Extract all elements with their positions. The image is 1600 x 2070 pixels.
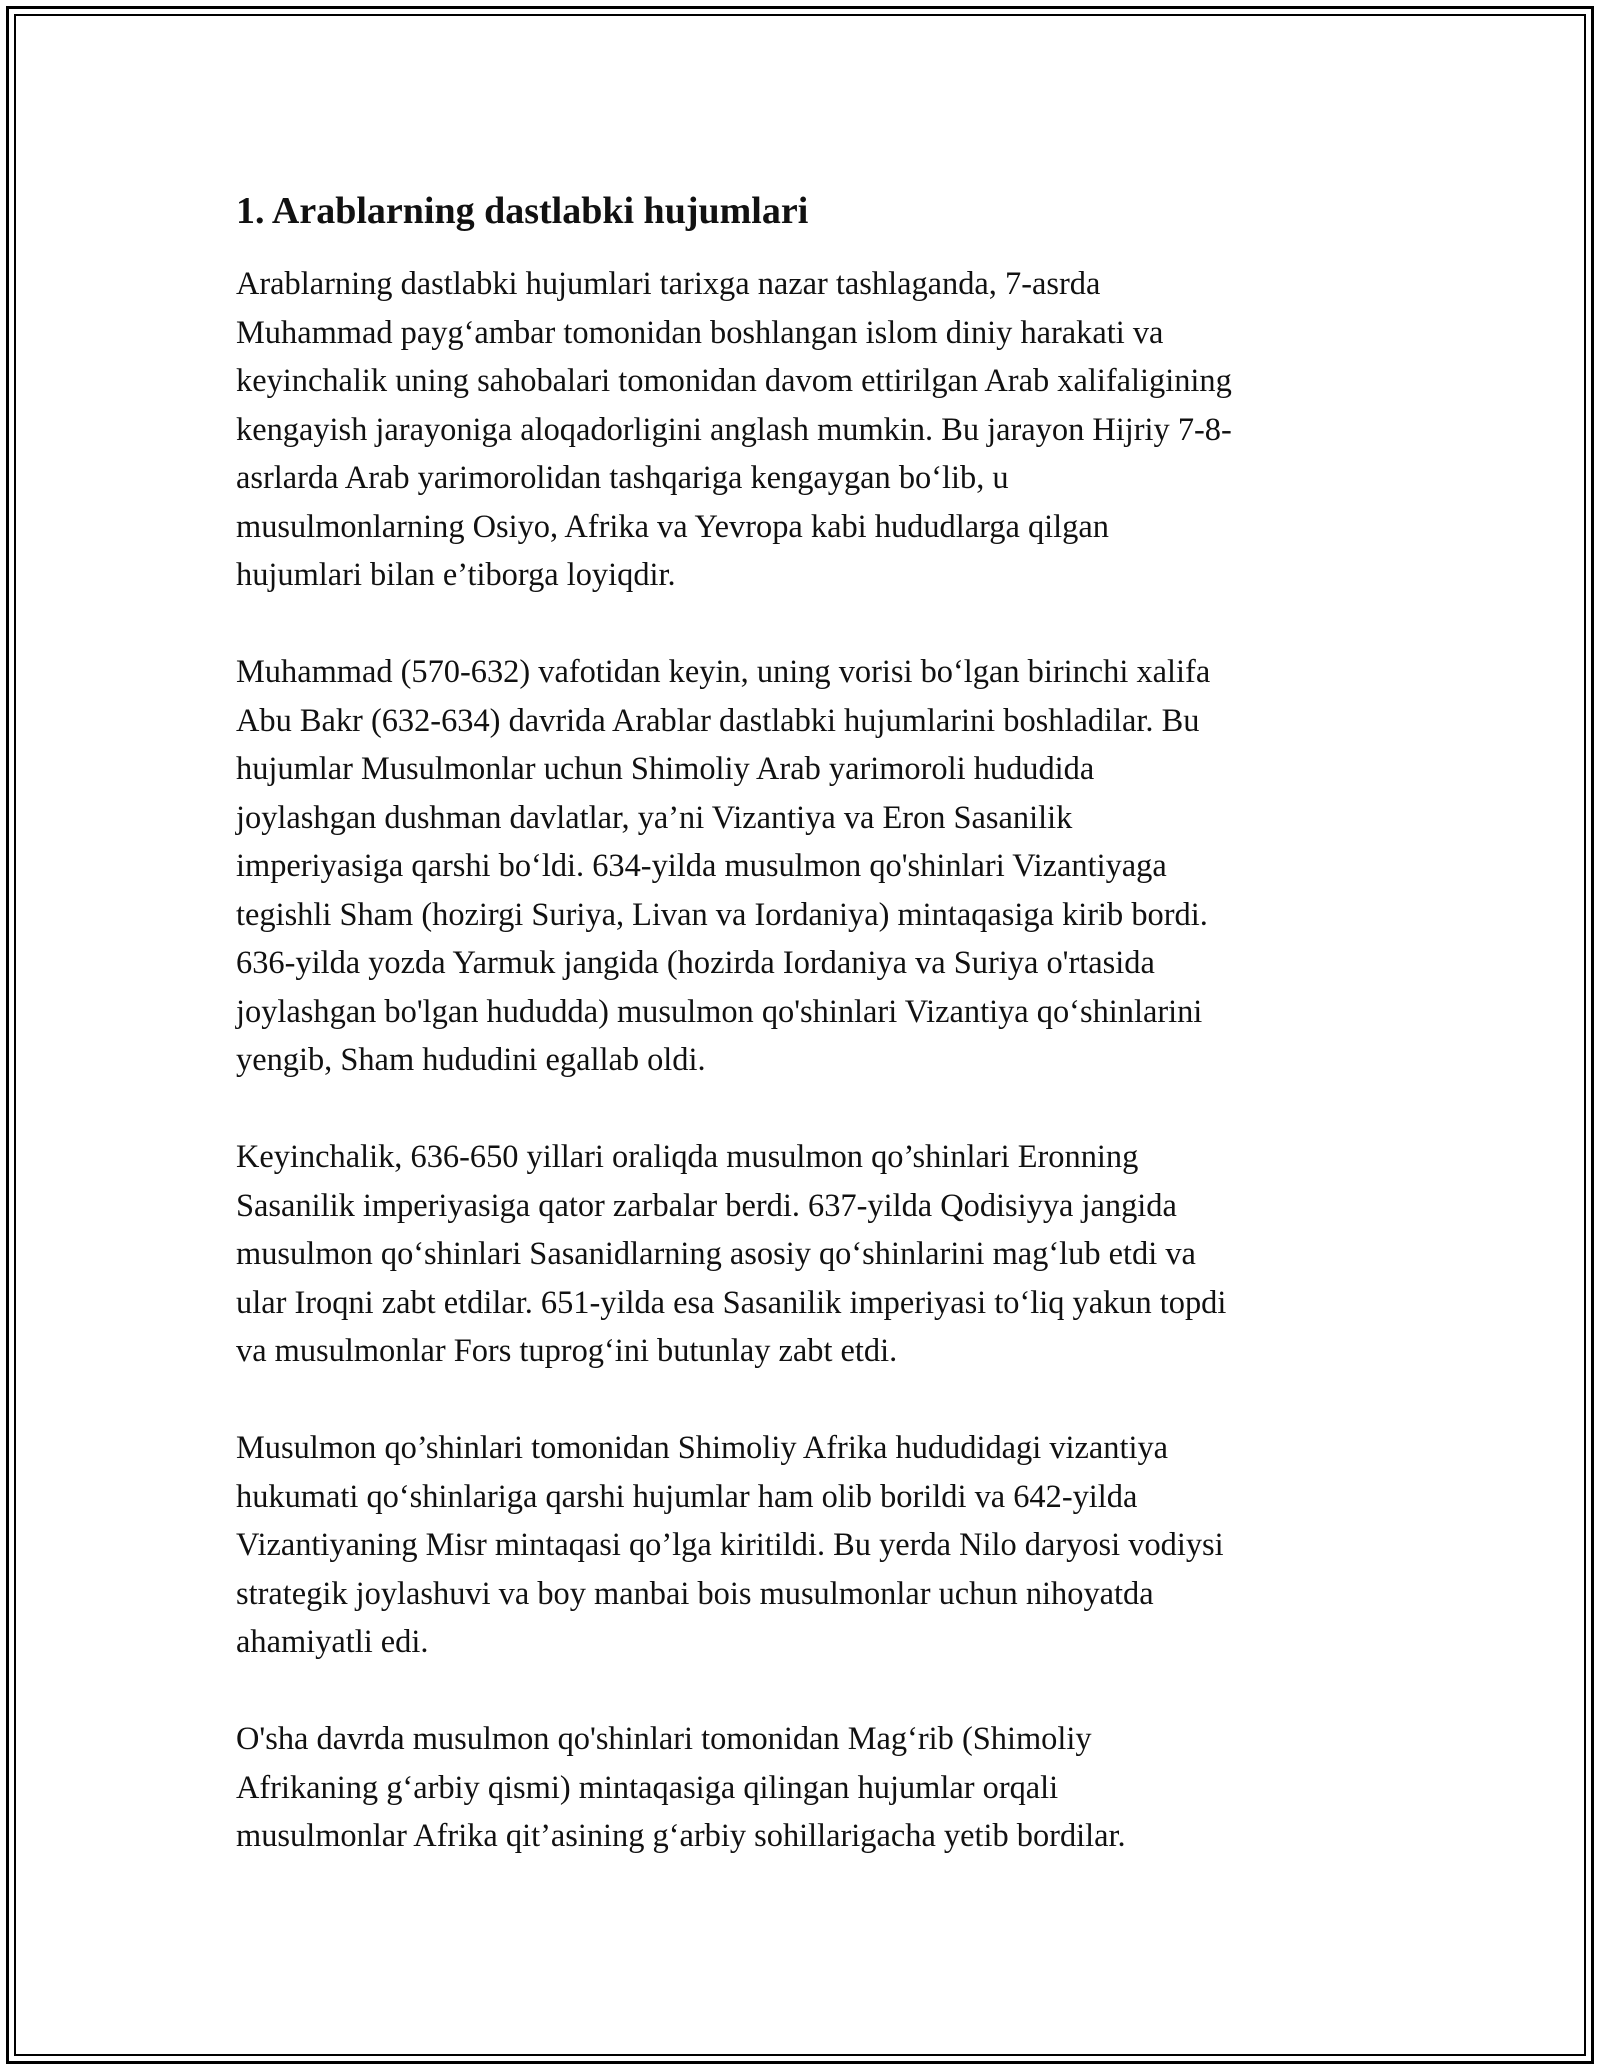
text-line: Afrikaning g‘arbiy qismi) mintaqasiga qilingan hujumlar orqali: [236, 1769, 1059, 1806]
text-line: musulmon qo‘shinlari Sasanidlarning asosiy qo‘shinlarini mag‘lub etdi va: [236, 1236, 1196, 1272]
text-line: hukumati qo‘shinlariga qarshi hujumlar ham olib borildi va 642-yilda: [236, 1478, 1138, 1515]
text-line: musulmonlar Afrika qit’asining g‘arbiy sohillarigacha yetib bordilar.: [236, 1818, 1126, 1854]
text-line: Sasanilik imperiyasiga qator zarbalar berdi. 637-yilda Qodisiyya jangida: [236, 1187, 1177, 1224]
text-line: joylashgan bo'lgan hududda) musulmon qo'shinlari Vizantiya qo‘shinlarini: [236, 993, 1203, 1030]
text-line: strategik joylashuvi va boy manbai bois musulmonlar uchun nihoyatda: [236, 1575, 1154, 1612]
text-line: ahamiyatli edi.: [236, 1624, 429, 1660]
text-line: Muhammad payg‘ambar tomonidan boshlangan islom diniy harakati va: [236, 314, 1164, 351]
text-line: Musulmon qo’shinlari tomonidan Shimoliy Afrika hududidagi vizantiya: [236, 1430, 1169, 1466]
text-line: Vizantiyaning Misr mintaqasi qo’lga kiritildi. Bu yerda Nilo daryosi vodiysi: [236, 1527, 1224, 1563]
paragraph-5: [236, 1715, 1368, 1861]
text-line: O'sha davrda musulmon qo'shinlari tomonidan Mag‘rib (Shimoliy: [236, 1721, 1092, 1757]
text-line: keyinchalik uning sahobalari tomonidan davom ettirilgan Arab xalifaligining: [236, 363, 1232, 399]
text-line: tegishli Sham (hozirgi Suriya, Livan va Iordaniya) mintaqasiga kirib bordi.: [236, 896, 1208, 933]
paragraph-3: [236, 1133, 1368, 1376]
text-line: imperiyasiga qarshi bo‘ldi. 634-yilda musulmon qo'shinlari Vizantiyaga: [236, 848, 1167, 884]
text-line: Abu Bakr (632-634) davrida Arablar dastlabki hujumlarini boshladilar. Bu: [236, 702, 1200, 739]
paragraph-2: [236, 648, 1368, 1085]
section-heading: 1. Arablarning dastlabki hujumlari: [236, 190, 809, 232]
text-line: Muhammad (570-632) vafotidan keyin, uning vorisi bo‘lgan birinchi xalifa: [236, 654, 1211, 690]
paragraph-4: [236, 1424, 1368, 1667]
text-line: asrlarda Arab yarimorolidan tashqariga kengaygan bo‘lib, u: [236, 460, 1009, 496]
text-line: joylashgan dushman davlatlar, ya’ni Vizantiya va Eron Sasanilik: [236, 799, 1073, 836]
text-line: va musulmonlar Fors tuprog‘ini butunlay zabt etdi.: [236, 1333, 898, 1369]
text-line: hujumlari bilan e’tiborga loyiqdir.: [236, 557, 676, 593]
text-line: Arablarning dastlabki hujumlari tarixga nazar tashlaganda, 7-asrda: [236, 266, 1101, 302]
text-line: Keyinchalik, 636-650 yillari oraliqda musulmon qo’shinlari Eronning: [236, 1139, 1139, 1175]
text-line: hujumlar Musulmonlar uchun Shimoliy Arab yarimoroli hududida: [236, 751, 1095, 787]
paragraph-1: [236, 260, 1368, 600]
text-line: ular Iroqni zabt etdilar. 651-yilda esa Sasanilik imperiyasi to‘liq yakun topdi: [236, 1284, 1227, 1321]
text-line: musulmonlarning Osiyo, Afrika va Yevropa kabi hududlarga qilgan: [236, 508, 1109, 545]
text-line: yengib, Sham hududini egallab oldi.: [236, 1042, 706, 1078]
document-body: [236, 186, 1368, 1909]
text-line: 636-yilda yozda Yarmuk jangida (hozirda Iordaniya va Suriya o'rtasida: [236, 945, 1155, 981]
text-line: kengayish jarayoniga aloqadorligini anglash mumkin. Bu jarayon Hijriy 7-8-: [236, 411, 1232, 448]
